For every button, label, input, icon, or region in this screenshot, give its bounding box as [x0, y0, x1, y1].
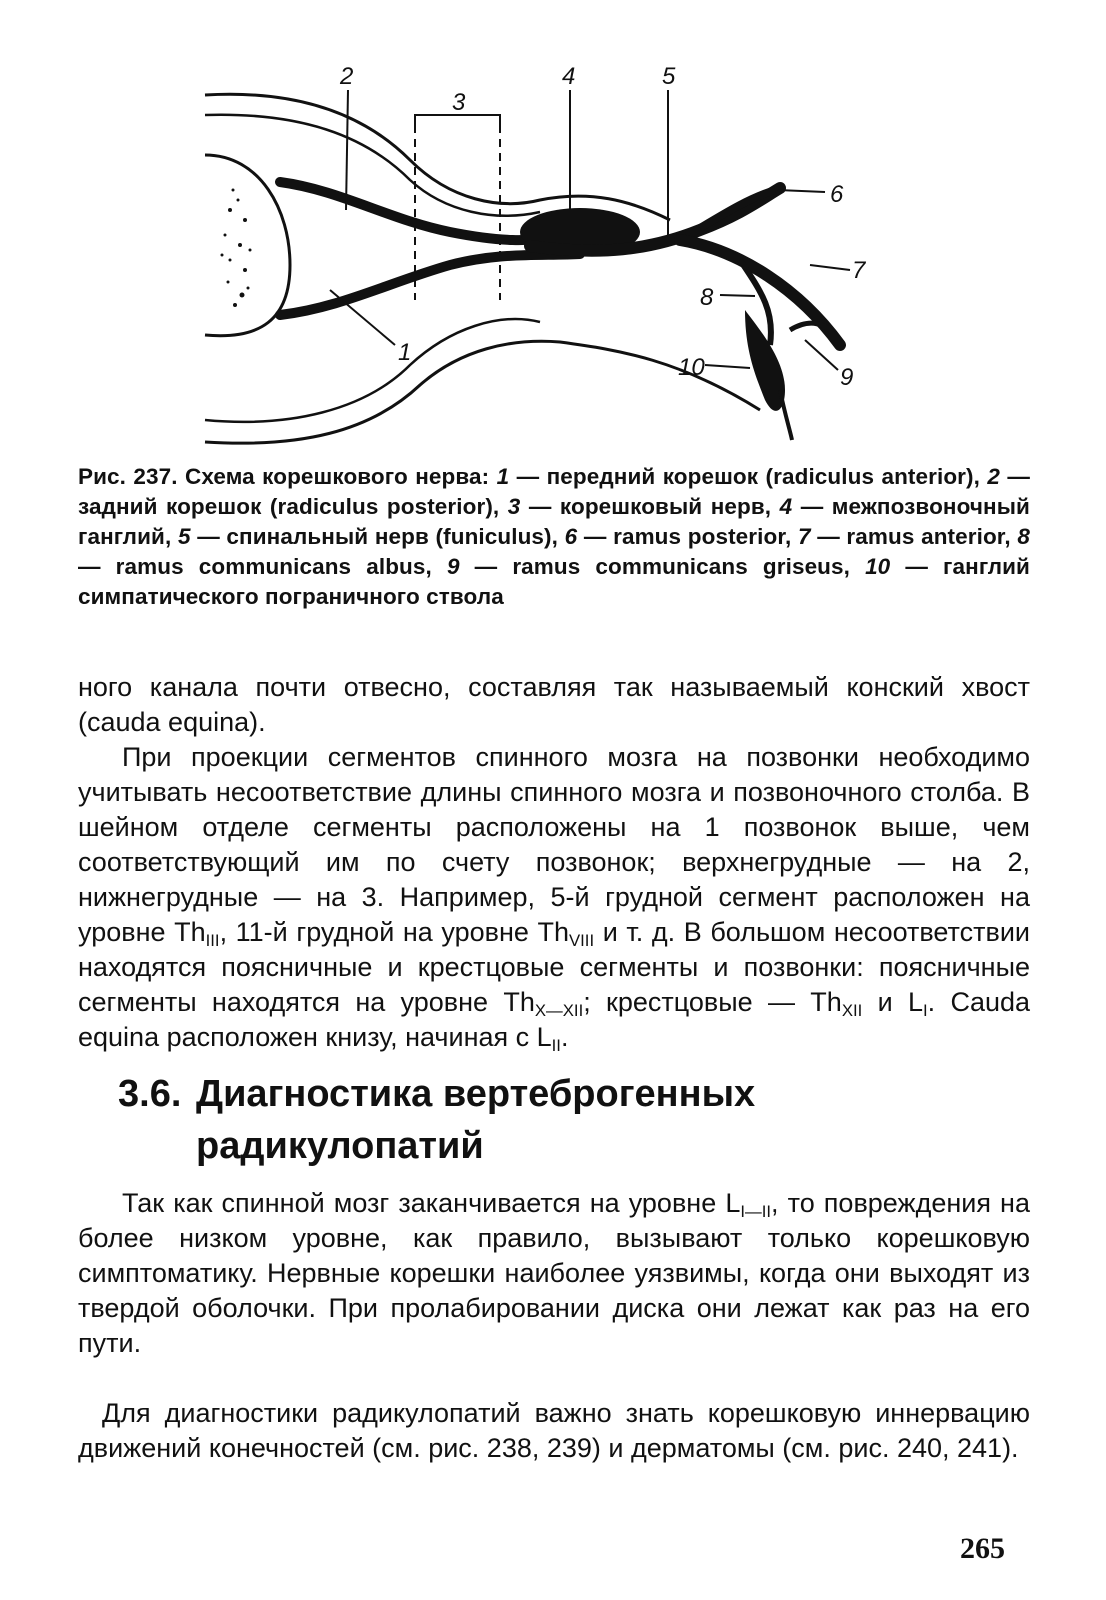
caption-num: 1 — [496, 464, 510, 489]
caption-text: — ramus anterior, — [810, 524, 1018, 549]
caption-text: — межпозвоночный ганглий, — [78, 494, 1030, 549]
paragraph-3 — [78, 1186, 1030, 1361]
caption-num: 9 — [446, 554, 460, 579]
label-1: 1 — [398, 339, 412, 366]
caption-text: — ramus posterior, — [577, 524, 798, 549]
caption-text: — корешковый нерв, — [520, 494, 780, 519]
subscript: III — [205, 931, 220, 951]
text-run: , то повреждения на более низком уровне, как правило, вызывают только корешковую симптоматику. Нервные корешки наиболее уязвимы, когда они выходят из твердой оболочки. При пролабировании диска они лежат как раз на его пути. — [78, 1188, 1030, 1358]
text-run: При проекции сегментов спинного мозга на позвонки необходимо учитывать несоответствие длины спинного мозга и позвоночного столба. В шейном отделе сегменты расположены на 1 позвонок выше, чем соответствующий им по счету позвонок; верхнегрудные — на 2, нижнегрудные — на 3. Например, 5-й грудной сегмент расположен на уровне Th — [78, 742, 1030, 947]
label-3: 3 — [452, 89, 466, 116]
text-run: Так как спинной мозг заканчивается на уровне L — [122, 1188, 741, 1218]
subscript: X—XII — [534, 1001, 584, 1021]
text-run: . Cauda equina расположен книзу, начиная с L — [78, 987, 1031, 1052]
paragraph-1: ного канала почти отвесно, составляя так называемый конский хвост (cauda equina). — [78, 672, 1030, 737]
caption-text: — спинальный нерв (funiculus), — [190, 524, 565, 549]
caption-num: 6 — [564, 524, 578, 549]
text-run: и т. д. В большом несоответствии находятся поясничные и крестцовые сегменты и позвонки: поясничные сегменты находятся на уровне Th — [78, 917, 1030, 1017]
text-run: ; крестцовые — Th — [583, 987, 842, 1017]
subscript: I—II — [740, 1202, 772, 1222]
subscript: I — [922, 1001, 928, 1021]
caption-num: 7 — [797, 524, 811, 549]
subscript: VIII — [569, 931, 595, 951]
text-run: и L — [862, 987, 923, 1017]
text-run: , 11-й грудной на уровне Th — [219, 917, 569, 947]
caption-num: 5 — [177, 524, 191, 549]
section-heading — [118, 1068, 918, 1172]
section-title-line1: Диагностика вертеброгенных — [196, 1073, 756, 1115]
subscript: XII — [841, 1001, 863, 1021]
section-number: 3.6. — [118, 1073, 182, 1115]
caption-text: — задний корешок (radiculus posterior), — [78, 464, 1030, 519]
nerve-diagram — [200, 60, 920, 460]
caption-num: 4 — [779, 494, 793, 519]
paragraph-4: Для диагностики радикулопатий важно знать корешковую иннервацию движений конечностей (см. рис. 238, 239) и дерматомы (см. рис. 240, 241). — [78, 1398, 1030, 1463]
figure-caption — [78, 462, 1030, 612]
caption-num: 2 — [987, 464, 1000, 489]
caption-text: — ramus communicans albus, — [78, 554, 447, 579]
caption-text: — передний корешок (radiculus anterior), — [509, 464, 988, 489]
text-run: . — [560, 1022, 569, 1052]
caption-text: — ramus communicans griseus, — [459, 554, 866, 579]
label-2: 2 — [340, 63, 354, 90]
label-5: 5 — [662, 63, 676, 90]
figure-radicular-nerve — [200, 60, 920, 460]
gray-matter-speckle — [221, 189, 252, 308]
label-8: 8 — [700, 284, 714, 311]
caption-text: — ганглий симпатического пограничного ствола — [78, 554, 1030, 609]
label-9: 9 — [840, 364, 854, 391]
caption-num: 3 — [507, 494, 521, 519]
label-6: 6 — [830, 181, 844, 208]
caption-num: 10 — [865, 554, 891, 579]
label-10: 10 — [678, 354, 705, 381]
label-4: 4 — [562, 63, 576, 90]
paragraph-2 — [78, 740, 1030, 1055]
page-number: 265 — [960, 1532, 1005, 1565]
caption-prefix: Рис. 237. Схема корешкового нерва: — [78, 464, 497, 489]
subscript: II — [551, 1036, 561, 1056]
section-title-line2: радикулопатий — [196, 1125, 484, 1167]
label-7: 7 — [852, 257, 866, 284]
caption-num: 8 — [1017, 524, 1031, 549]
